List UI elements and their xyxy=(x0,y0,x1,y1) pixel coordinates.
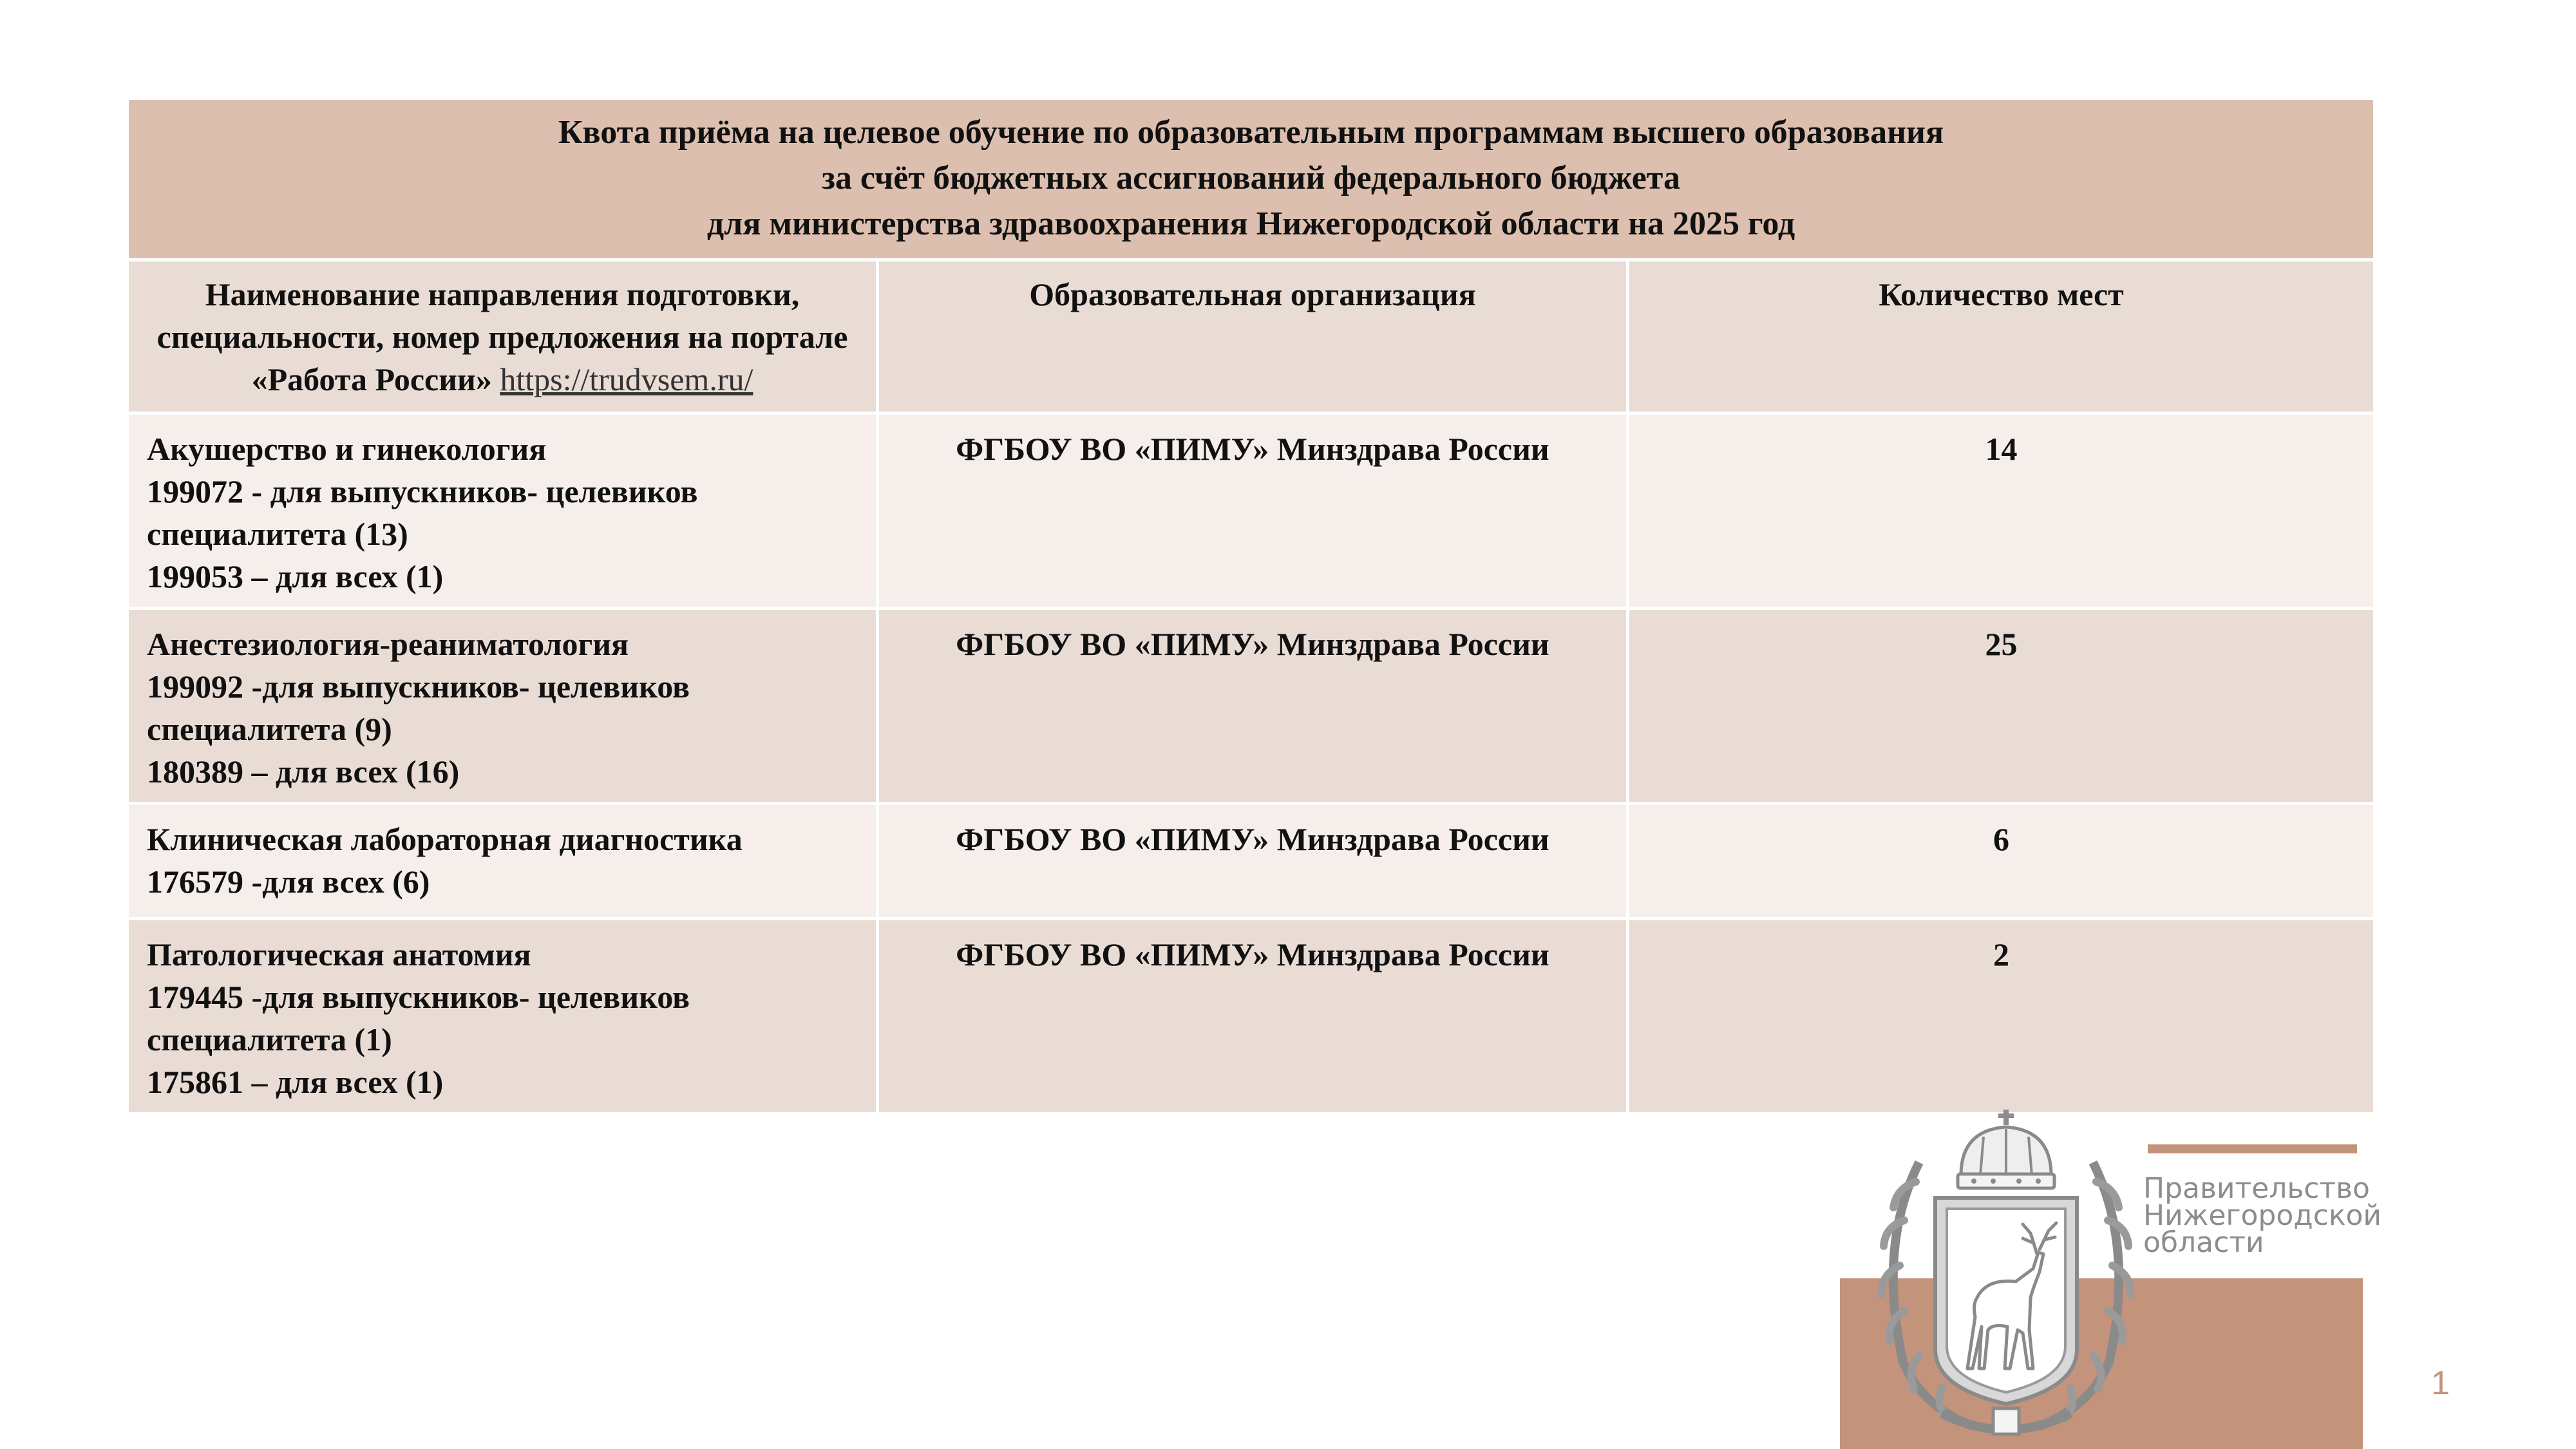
direction-name: Акушерство и гинекология xyxy=(147,431,547,467)
quota-table xyxy=(126,97,2376,1115)
page-number: 1 xyxy=(2431,1365,2450,1402)
crown-jewel xyxy=(2036,1179,2041,1184)
direction-name: Патологическая анатомия xyxy=(147,936,531,972)
trudvsem-link[interactable]: https://trudvsem.ru/ xyxy=(500,361,753,397)
direction-detail: 180389 – для всех (16) xyxy=(147,753,460,790)
table-row xyxy=(128,413,2375,609)
logo-text-line: области xyxy=(2143,1226,2264,1259)
count-cell: 2 xyxy=(1628,919,2375,1114)
direction-cell xyxy=(128,919,878,1114)
header-count: Количество мест xyxy=(1628,260,2375,413)
count-cell: 14 xyxy=(1628,413,2375,609)
direction-detail: 199053 – для всех (1) xyxy=(147,558,444,594)
logo-text-line: Нижегородской xyxy=(2143,1199,2382,1232)
count-cell: 25 xyxy=(1628,609,2375,804)
direction-name: Анестезиология-реаниматология xyxy=(147,626,629,662)
header-organization: Образовательная организация xyxy=(878,260,1628,413)
table-row xyxy=(128,609,2375,804)
organization-cell: ФГБОУ ВО «ПИМУ» Минздрава России xyxy=(878,413,1628,609)
header-direction xyxy=(128,260,878,413)
direction-cell xyxy=(128,804,878,919)
crown-cross-h xyxy=(1998,1113,2014,1118)
organization-cell: ФГБОУ ВО «ПИМУ» Минздрава России xyxy=(878,804,1628,919)
direction-name: Клиническая лабораторная диагностика xyxy=(147,821,743,857)
direction-detail: 179445 -для выпускников- целевиков xyxy=(147,979,690,1015)
coat-of-arms-icon xyxy=(1864,1104,2148,1449)
title-line-1: Квота приёма на целевое обучение по образовательным программам высшего образования xyxy=(558,114,1944,151)
government-logo-text xyxy=(2143,1172,2382,1259)
logo-accent-bar xyxy=(2148,1144,2357,1153)
crown-jewel xyxy=(2016,1179,2022,1184)
direction-detail: 199092 -для выпускников- целевиков xyxy=(147,668,690,705)
organization-cell: ФГБОУ ВО «ПИМУ» Минздрава России xyxy=(878,919,1628,1114)
title-row xyxy=(128,99,2375,260)
direction-cell xyxy=(128,413,878,609)
header-direction-text: Наименование направления подготовки, специальности, номер предложения на портале «Работа России» xyxy=(156,276,848,397)
logo-text-line: Правительство xyxy=(2143,1172,2370,1205)
count-cell: 6 xyxy=(1628,804,2375,919)
crown-jewel xyxy=(1971,1179,1976,1184)
direction-detail: 175861 – для всех (1) xyxy=(147,1064,444,1100)
table-row xyxy=(128,919,2375,1114)
direction-cell xyxy=(128,609,878,804)
organization-cell: ФГБОУ ВО «ПИМУ» Минздрава России xyxy=(878,609,1628,804)
direction-detail: 199072 - для выпускников- целевиков xyxy=(147,473,698,509)
title-line-2: за счёт бюджетных ассигнований федерального бюджета xyxy=(822,160,1680,196)
direction-detail: 176579 -для всех (6) xyxy=(147,864,430,900)
header-row xyxy=(128,260,2375,413)
table-title xyxy=(128,99,2375,260)
direction-detail: специалитета (9) xyxy=(147,711,392,747)
title-line-3: для министерства здравоохранения Нижегородской области на 2025 год xyxy=(706,205,1795,242)
table-row xyxy=(128,804,2375,919)
crown-jewel xyxy=(1991,1179,1996,1184)
ribbon-knot xyxy=(1993,1408,2019,1434)
direction-detail: специалитета (13) xyxy=(147,516,408,552)
direction-detail: специалитета (1) xyxy=(147,1021,392,1057)
